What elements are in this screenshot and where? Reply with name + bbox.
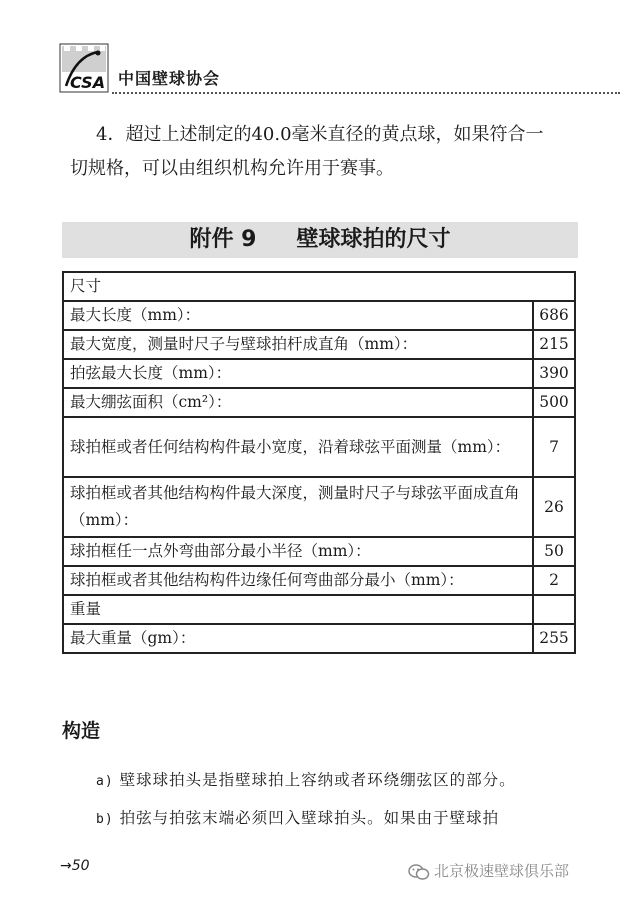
racket-dimensions-table <box>62 271 576 654</box>
section-title: 壁球球拍的尺寸 <box>296 227 451 252</box>
org-name: 中国壁球协会 <box>118 69 221 88</box>
paragraph-line-2: 切规格，可以由组织机构允许用于赛事。 <box>70 158 394 179</box>
section-number: 附件 9 <box>189 227 257 252</box>
paragraph-line-1: 4．超过上述制定的40.0毫米直径的黄点球，如果符合一 <box>96 124 544 145</box>
table-cell-label: 最大绷弦面积（cm²）： <box>63 388 533 417</box>
table-cell-label: 最大宽度，测量时尺子与壁球拍杆成直角（mm）： <box>63 330 533 359</box>
table-cell-label: 球拍框或者其他结构构件边缘任何弯曲部分最小（mm）： <box>63 566 533 595</box>
table-row <box>63 624 575 653</box>
table-cell-label: 球拍框或者任何结构构件最小宽度，沿着球弦平面测量（mm）： <box>63 417 533 477</box>
page-number: →50 <box>60 858 90 874</box>
item-marker: b) <box>96 812 114 827</box>
table-row <box>63 537 575 566</box>
table-cell-label: 拍弦最大长度（mm）： <box>63 359 533 388</box>
table-row <box>63 359 575 388</box>
construction-list <box>96 762 516 838</box>
header-divider <box>112 92 620 94</box>
table-cell-value: 215 <box>533 330 575 359</box>
table-cell-label: 最大长度（mm）： <box>63 301 533 330</box>
rule-paragraph <box>70 118 590 186</box>
table-row <box>63 272 575 301</box>
watermark <box>408 860 569 881</box>
table-row <box>63 330 575 359</box>
logo-text: CSA <box>70 73 106 92</box>
list-item <box>96 762 516 800</box>
table-cell-value: 500 <box>533 388 575 417</box>
wechat-icon <box>408 863 430 881</box>
table-cell-label: 重量 <box>63 595 533 624</box>
item-marker: a) <box>96 774 114 789</box>
table-cell-label: 球拍框任一点外弯曲部分最小半径（mm）： <box>63 537 533 566</box>
table-cell-value <box>533 595 575 624</box>
table-cell-value: 26 <box>533 477 575 537</box>
watermark-text: 北京极速壁球俱乐部 <box>434 862 570 880</box>
table-row <box>63 477 575 537</box>
table-row <box>63 417 575 477</box>
construction-heading: 构造 <box>62 720 101 742</box>
table-cell-value: 255 <box>533 624 575 653</box>
table-cell-value: 2 <box>533 566 575 595</box>
table-row <box>63 566 575 595</box>
table-cell-value: 50 <box>533 537 575 566</box>
table-row <box>63 301 575 330</box>
table-cell-value: 7 <box>533 417 575 477</box>
table-cell-label: 最大重量（gm）： <box>63 624 533 653</box>
table-cell-value: 686 <box>533 301 575 330</box>
table-cell-label: 球拍框或者其他结构构件最大深度，测量时尺子与球弦平面成直角（mm）： <box>63 477 533 537</box>
table-row <box>63 595 575 624</box>
item-text: 壁球球拍头是指壁球拍上容纳或者环绕绷弦区的部分。 <box>119 771 516 789</box>
table-row <box>63 388 575 417</box>
section-title-band <box>62 222 578 258</box>
list-item <box>96 800 516 838</box>
table-cell-label: 尺寸 <box>63 272 575 301</box>
item-text: 拍弦与拍弦末端必须凹入壁球拍头。如果由于壁球拍 <box>119 809 500 827</box>
table-cell-value: 390 <box>533 359 575 388</box>
csa-logo <box>58 42 110 94</box>
